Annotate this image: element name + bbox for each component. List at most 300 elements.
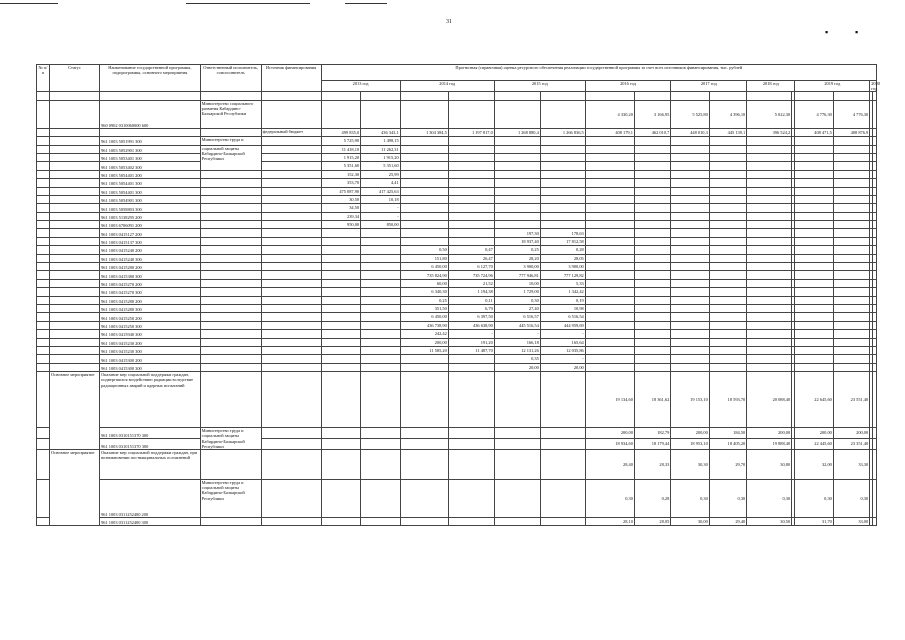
value-cell: 33,00: [833, 517, 869, 525]
value-cell: [709, 195, 746, 203]
row-status-cell: [49, 187, 99, 195]
value-cell: [585, 92, 634, 100]
value-cell: [873, 449, 877, 479]
row-num-cell: [37, 237, 50, 245]
value-cell: [873, 428, 877, 439]
value-cell: [585, 212, 634, 220]
value-cell: [873, 517, 877, 525]
value-cell: [400, 363, 448, 371]
value-cell: 197,30: [494, 229, 540, 237]
value-cell: 4 396,10: [709, 100, 746, 128]
value-cell: [448, 428, 494, 439]
value-cell: [321, 279, 361, 287]
value-cell: [873, 137, 877, 145]
row-source-cell: [261, 212, 321, 220]
value-cell: 151,80: [400, 254, 448, 262]
row-code-cell: 961 1003 0415940 300: [100, 330, 201, 338]
value-cell: 239,34: [321, 212, 361, 220]
value-cell: 445 516,54: [494, 321, 540, 329]
row-source-cell: [261, 195, 321, 203]
row-executor-cell: [200, 229, 261, 237]
value-cell: 1 342,42: [540, 288, 585, 296]
value-cell: [833, 296, 869, 304]
value-cell: 31,70: [795, 517, 834, 525]
value-cell: 20,00: [540, 363, 585, 371]
value-cell: [747, 92, 792, 100]
value-cell: [795, 321, 834, 329]
header-num: № п/п: [37, 65, 50, 92]
value-cell: [873, 305, 877, 313]
row-num-cell: [37, 137, 50, 145]
value-cell: [448, 162, 494, 170]
value-cell: 0,35: [494, 355, 540, 363]
value-cell: [634, 263, 670, 271]
value-cell: [448, 145, 494, 153]
row-executor-cell: [200, 355, 261, 363]
row-num-cell: [37, 145, 50, 153]
table-row: [37, 179, 877, 187]
table-row: [37, 195, 877, 203]
value-cell: 351,50: [400, 305, 448, 313]
value-cell: [634, 237, 670, 245]
value-cell: 5 022,30: [747, 100, 792, 128]
row-status-cell: [49, 346, 99, 354]
value-cell: [671, 313, 710, 321]
row-num-cell: [37, 517, 50, 525]
value-cell: [448, 439, 494, 450]
value-cell: [671, 296, 710, 304]
row-code-cell: [100, 128, 201, 136]
value-cell: [321, 439, 361, 450]
value-cell: [494, 428, 540, 439]
value-cell: 152,30: [321, 170, 361, 178]
value-cell: 11 487,70: [448, 346, 494, 354]
value-cell: [321, 449, 361, 479]
row-source-cell: [261, 305, 321, 313]
value-cell: [833, 187, 869, 195]
value-cell: [709, 229, 746, 237]
value-cell: [361, 92, 401, 100]
value-cell: [634, 153, 670, 161]
value-cell: [361, 288, 401, 296]
value-cell: [400, 92, 448, 100]
value-cell: [361, 338, 401, 346]
value-cell: [833, 271, 869, 279]
value-cell: [833, 162, 869, 170]
row-executor-cell: [200, 449, 261, 479]
value-cell: [833, 305, 869, 313]
value-cell: [873, 195, 877, 203]
value-cell: [321, 346, 361, 354]
value-cell: [585, 330, 634, 338]
value-cell: [448, 229, 494, 237]
row-code-cell: 961 1003 0310151370 300: [100, 439, 201, 450]
value-cell: [361, 428, 401, 439]
row-status-cell: [49, 145, 99, 153]
value-cell: [540, 187, 585, 195]
value-cell: [361, 321, 401, 329]
value-cell: [709, 279, 746, 287]
value-cell: [634, 246, 670, 254]
value-cell: [361, 479, 401, 517]
value-cell: [585, 137, 634, 145]
value-cell: [540, 162, 585, 170]
value-cell: 6 516,54: [540, 313, 585, 321]
value-cell: [709, 305, 746, 313]
value-cell: 23 351,40: [833, 439, 869, 450]
value-cell: 5 525,80: [671, 100, 710, 128]
row-source-cell: [261, 271, 321, 279]
value-cell: 17 812,58: [540, 237, 585, 245]
value-cell: [321, 237, 361, 245]
value-cell: [400, 137, 448, 145]
value-cell: [747, 305, 792, 313]
value-cell: [873, 296, 877, 304]
value-cell: 191,20: [448, 338, 494, 346]
table-row: [37, 313, 877, 321]
value-cell: [795, 170, 834, 178]
row-code-cell: 961 1003 0415240 200: [100, 246, 201, 254]
value-cell: [873, 313, 877, 321]
value-cell: [585, 313, 634, 321]
year-header: 2016 год: [585, 81, 671, 92]
row-source-cell: [261, 153, 321, 161]
value-cell: [709, 355, 746, 363]
value-cell: [709, 313, 746, 321]
row-num-cell: [37, 428, 50, 439]
value-cell: [321, 271, 361, 279]
value-cell: 6 340,30: [400, 288, 448, 296]
table-row: [37, 355, 877, 363]
value-cell: [795, 338, 834, 346]
table-row: [37, 128, 877, 136]
value-cell: [634, 279, 670, 287]
value-cell: 0,30: [747, 479, 792, 517]
table-row: [37, 428, 877, 439]
value-cell: [634, 195, 670, 203]
value-cell: [494, 92, 540, 100]
value-cell: [671, 330, 710, 338]
row-code-cell: 961 1003 0415380 300: [100, 271, 201, 279]
value-cell: 25,99: [361, 170, 401, 178]
table-row: [37, 263, 877, 271]
table-row: [37, 288, 877, 296]
value-cell: [321, 355, 361, 363]
value-cell: 6 127,70: [448, 263, 494, 271]
value-cell: [585, 221, 634, 229]
header-source: Источник финансирования: [261, 65, 321, 92]
value-cell: [634, 187, 670, 195]
value-cell: [585, 195, 634, 203]
value-cell: [873, 92, 877, 100]
header-status: Статус: [49, 65, 99, 92]
value-cell: [833, 363, 869, 371]
value-cell: 436 638,90: [448, 321, 494, 329]
value-cell: [448, 204, 494, 212]
value-cell: [747, 279, 792, 287]
table-row: [37, 439, 877, 450]
value-cell: 18 937,40: [494, 237, 540, 245]
table-row: [37, 204, 877, 212]
table-row: [37, 346, 877, 354]
value-cell: [795, 145, 834, 153]
value-cell: 28,33: [634, 449, 670, 479]
value-cell: [709, 330, 746, 338]
value-cell: [795, 179, 834, 187]
value-cell: [361, 517, 401, 525]
value-cell: [400, 170, 448, 178]
table-row: [37, 100, 877, 128]
value-cell: 18 361,62: [634, 372, 670, 428]
row-source-cell: [261, 137, 321, 145]
value-cell: [747, 246, 792, 254]
year-header: 2015 год: [494, 81, 585, 92]
value-cell: [747, 162, 792, 170]
row-status-cell: [49, 128, 99, 136]
row-num-cell: [37, 229, 50, 237]
value-cell: 0,50: [400, 246, 448, 254]
value-cell: [671, 137, 710, 145]
value-cell: 28,20: [494, 254, 540, 262]
value-cell: [585, 279, 634, 287]
value-cell: 5 725,90: [321, 137, 361, 145]
value-cell: [321, 229, 361, 237]
row-program-cell: Оказание мер социальной поддержки граждан, при возникновении поствакцинальных осложнений: [100, 449, 201, 479]
value-cell: [671, 187, 710, 195]
value-cell: 182,79: [634, 428, 670, 439]
row-num-cell: [37, 279, 50, 287]
value-cell: [873, 212, 877, 220]
table-row: [37, 321, 877, 329]
value-cell: [494, 221, 540, 229]
row-executor-cell: [200, 128, 261, 136]
value-cell: 21,52: [448, 279, 494, 287]
value-cell: [634, 229, 670, 237]
value-cell: [709, 187, 746, 195]
value-cell: [671, 263, 710, 271]
row-source-cell: [261, 229, 321, 237]
value-cell: [540, 439, 585, 450]
value-cell: [585, 229, 634, 237]
value-cell: [873, 338, 877, 346]
value-cell: 3 900,00: [494, 263, 540, 271]
value-cell: [795, 229, 834, 237]
value-cell: 18 934,60: [585, 439, 634, 450]
value-cell: [585, 346, 634, 354]
value-cell: [873, 237, 877, 245]
value-cell: 30,80: [747, 449, 792, 479]
row-code-cell: 961 1003 0415270 200: [100, 279, 201, 287]
row-source-cell: [261, 439, 321, 450]
value-cell: [747, 229, 792, 237]
value-cell: [321, 330, 361, 338]
value-cell: [634, 305, 670, 313]
value-cell: 777 129,82: [540, 271, 585, 279]
value-cell: 178,63: [540, 229, 585, 237]
value-cell: 1 915,20: [321, 153, 361, 161]
value-cell: [795, 237, 834, 245]
value-cell: 10,98: [540, 305, 585, 313]
value-cell: [873, 330, 877, 338]
row-executor-cell: [200, 263, 261, 271]
value-cell: [448, 179, 494, 187]
row-executor-cell: Министерство труда и социальной защиты Кабардино-Балкарской Республики: [200, 428, 261, 450]
value-cell: 200,00: [795, 428, 834, 439]
value-cell: [540, 204, 585, 212]
row-num-cell: [37, 346, 50, 354]
value-cell: [361, 449, 401, 479]
row-code-cell: 961 1003 0311252400 200: [100, 479, 201, 517]
value-cell: [448, 355, 494, 363]
value-cell: 0,28: [634, 479, 670, 517]
table-row: [37, 517, 877, 525]
value-cell: [709, 237, 746, 245]
scan-mark-left: ▪: [825, 27, 829, 37]
header-forecast: Прогнозная (справочная) оценка ресурсного обеспечения реализации государственной программы за счет всех источников финансирования, тыс. рублей: [321, 65, 876, 81]
row-code-cell: 961 1003 5054401 200: [100, 170, 201, 178]
value-cell: [634, 355, 670, 363]
row-status-cell: [49, 338, 99, 346]
value-cell: 28,05: [634, 517, 670, 525]
value-cell: [709, 145, 746, 153]
value-cell: [585, 204, 634, 212]
value-cell: [634, 313, 670, 321]
table-row: [37, 212, 877, 220]
value-cell: 60,00: [400, 279, 448, 287]
row-status-cell: [49, 137, 99, 145]
value-cell: [400, 145, 448, 153]
value-cell: 5 351,60: [361, 162, 401, 170]
value-cell: [873, 204, 877, 212]
row-code-cell: 961 1003 5054901 300: [100, 195, 201, 203]
row-status-cell: [49, 246, 99, 254]
value-cell: [795, 363, 834, 371]
value-cell: [494, 449, 540, 479]
value-cell: [448, 372, 494, 428]
value-cell: [634, 254, 670, 262]
value-cell: [747, 346, 792, 354]
value-cell: 242,42: [400, 330, 448, 338]
row-status-cell: [49, 296, 99, 304]
value-cell: -: [361, 204, 401, 212]
row-code-cell: 961 1003 0415240 300: [100, 254, 201, 262]
value-cell: [833, 279, 869, 287]
table-row: [37, 145, 877, 153]
value-cell: [709, 346, 746, 354]
value-cell: [585, 321, 634, 329]
value-cell: [671, 212, 710, 220]
value-cell: [709, 296, 746, 304]
value-cell: [585, 170, 634, 178]
value-cell: [671, 162, 710, 170]
row-source-cell: федеральный бюджет: [261, 128, 321, 136]
row-source-cell: [261, 296, 321, 304]
table-row: [37, 137, 877, 145]
value-cell: [494, 153, 540, 161]
value-cell: -: [494, 330, 540, 338]
value-cell: [448, 212, 494, 220]
row-code-cell: 961 1003 0415270 300: [100, 288, 201, 296]
year-header: 2020 год: [871, 81, 880, 92]
value-cell: [634, 204, 670, 212]
table-row: [37, 229, 877, 237]
value-cell: [795, 313, 834, 321]
value-cell: [833, 338, 869, 346]
year-header: 2017 год: [671, 81, 747, 92]
row-num-cell: [37, 321, 50, 329]
value-cell: [634, 321, 670, 329]
row-executor-cell: [200, 372, 261, 428]
table-row: [37, 246, 877, 254]
value-cell: [747, 170, 792, 178]
row-executor-cell: [200, 246, 261, 254]
value-cell: [634, 212, 670, 220]
value-cell: [833, 346, 869, 354]
value-cell: 20 088,40: [747, 372, 792, 428]
value-cell: [540, 428, 585, 439]
row-num-cell: [37, 372, 50, 428]
value-cell: [361, 372, 401, 428]
table-row: [37, 162, 877, 170]
value-cell: 33,30: [833, 449, 869, 479]
row-executor-cell: социальной защиты Кабардино-Балкарской Республики: [200, 145, 261, 170]
value-cell: [795, 263, 834, 271]
value-cell: 1 194,38: [448, 288, 494, 296]
value-cell: 448 010,3: [671, 128, 710, 136]
row-code-cell: 961 1003 5052901 300: [100, 145, 201, 153]
table-row: [37, 92, 877, 100]
value-cell: 165,64: [540, 338, 585, 346]
value-cell: 4 330,20: [585, 100, 634, 128]
value-cell: 11 585,20: [400, 346, 448, 354]
value-cell: [873, 346, 877, 354]
row-status-cell: [49, 321, 99, 329]
row-code-cell: 961 1003 0415250 300: [100, 321, 201, 329]
value-cell: -: [448, 330, 494, 338]
table-row: [37, 330, 877, 338]
value-cell: [833, 153, 869, 161]
value-cell: 4,41: [361, 179, 401, 187]
value-cell: [833, 229, 869, 237]
value-cell: [873, 321, 877, 329]
value-cell: [747, 355, 792, 363]
value-cell: [671, 237, 710, 245]
value-cell: 4 776,30: [795, 100, 834, 128]
value-cell: 5 351,60: [321, 162, 361, 170]
row-source-cell: [261, 179, 321, 187]
value-cell: [540, 137, 585, 145]
value-cell: [585, 263, 634, 271]
row-source-cell: [261, 170, 321, 178]
value-cell: [448, 170, 494, 178]
row-num-cell: [37, 221, 50, 229]
value-cell: 12 035,86: [540, 346, 585, 354]
value-cell: 5,33: [540, 279, 585, 287]
value-cell: 200,00: [671, 428, 710, 439]
value-cell: [361, 439, 401, 450]
value-cell: 0,25: [400, 296, 448, 304]
row-status-cell: [49, 195, 99, 203]
value-cell: [361, 100, 401, 128]
value-cell: [400, 153, 448, 161]
value-cell: [400, 355, 448, 363]
row-source-cell: [261, 517, 321, 525]
value-cell: [321, 100, 361, 128]
value-cell: 0,30: [585, 479, 634, 517]
header-rule-right: [345, 3, 387, 4]
row-num-cell: [37, 439, 50, 450]
value-cell: [873, 263, 877, 271]
